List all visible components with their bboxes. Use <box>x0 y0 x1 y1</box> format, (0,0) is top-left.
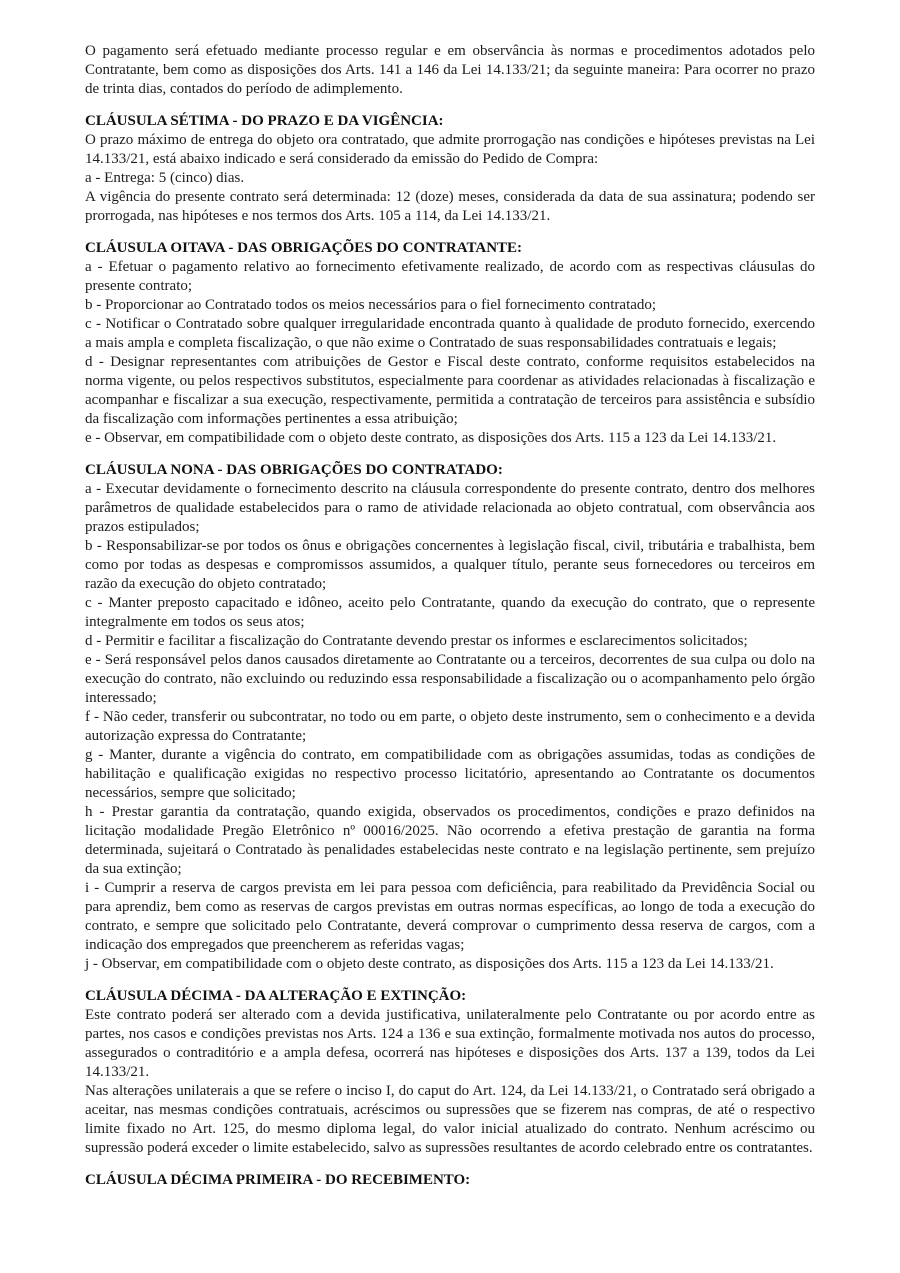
clause-section-decima-primeira <box>85 1171 815 1190</box>
paragraph: j - Observar, em compatibilidade com o objeto deste contrato, as disposições dos Arts. 115 a 123 da Lei 14.133/21. <box>85 956 774 972</box>
clause-section-oitava <box>85 239 815 448</box>
paragraph: g - Manter, durante a vigência do contrato, em compatibilidade com as obrigações assumidas, todas as condições de habilitação e qualificação exigidas no respectivo processo licitatório, apresentando ao Contratante os documentos necessários, sempre que solicitado; <box>85 747 815 801</box>
paragraph: d - Permitir e facilitar a fiscalização do Contratante devendo prestar os informes e esclarecimentos solicitados; <box>85 633 748 649</box>
paragraph: Nas alterações unilaterais a que se refere o inciso I, do caput do Art. 124, da Lei 14.133/21, o Contratado será obrigado a aceitar, nas mesmas condições contratuais, acréscimos ou supressões que se fizerem nas compras, de até o respectivo limite fixado no Art. 125, do mesmo diploma legal, do valor inicial atualizado do contrato. Nenhum acréscimo ou supressão poderá exceder o limite estabelecido, salvo as supressões resultantes de acordo celebrado entre os contratantes. <box>85 1083 815 1156</box>
clause-section-setima <box>85 112 815 226</box>
paragraph: a - Efetuar o pagamento relativo ao fornecimento efetivamente realizado, de acordo com as respectivas cláusulas do presente contrato; <box>85 259 815 294</box>
clause-section-nona <box>85 461 815 974</box>
paragraph: e - Será responsável pelos danos causados diretamente ao Contratante ou a terceiros, decorrentes de sua culpa ou dolo na execução do contrato, não excluindo ou reduzindo essa responsabilidade a fiscalização ou o acompanhamento pelo órgão interessado; <box>85 652 815 706</box>
paragraph: c - Manter preposto capacitado e idôneo, aceito pelo Contratante, quando da execução do contrato, que o represente integralmente em todos os seus atos; <box>85 595 815 630</box>
paragraph: i - Cumprir a reserva de cargos prevista em lei para pessoa com deficiência, para reabilitado da Previdência Social ou para aprendiz, bem como as reservas de cargos previstas em outras normas específicas, ao longo de toda a execução do contrato, e sempre que solicitado pelo Contratante, deverá comprovar o cumprimento dessa reserva de cargos, com a indicação dos empregados que preencherem as referidas vagas; <box>85 880 815 953</box>
paragraph: a - Entrega: 5 (cinco) dias. <box>85 170 245 186</box>
paragraph: d - Designar representantes com atribuições de Gestor e Fiscal deste contrato, conforme requisitos estabelecidos na norma vigente, ou pelos respectivos substitutos, especialmente para coordenar as atividades relacionadas à fiscalização e acompanhar e fiscalizar a sua execução, respectivamente, permitida a contratação de terceiros para assistência e subsídio da fiscalização com informações pertinentes a essa atribuição; <box>85 354 815 427</box>
paragraph: b - Proporcionar ao Contratado todos os meios necessários para o fiel fornecimento contratado; <box>85 297 657 313</box>
clause-section-decima <box>85 987 815 1158</box>
clause-heading: CLÁUSULA DÉCIMA - DA ALTERAÇÃO E EXTINÇÃO: <box>85 988 467 1004</box>
clause-heading: CLÁUSULA DÉCIMA PRIMEIRA - DO RECEBIMENTO: <box>85 1172 471 1188</box>
paragraph: h - Prestar garantia da contratação, quando exigida, observados os procedimentos, condições e prazo definidos na licitação modalidade Pregão Eletrônico nº 00016/2025. Não ocorrendo a efetiva prestação de garantia na forma determinada, sujeitará o Contratado às penalidades estabelecidas neste contrato e na legislação pertinente, sem prejuízo da sua extinção; <box>85 804 815 877</box>
clause-heading: CLÁUSULA NONA - DAS OBRIGAÇÕES DO CONTRATADO: <box>85 462 503 478</box>
paragraph: a - Executar devidamente o fornecimento descrito na cláusula correspondente do presente contrato, dentro dos melhores parâmetros de qualidade estabelecidos para o ramo de atividade relacionada ao objeto contratual, com observância aos prazos estipulados; <box>85 481 815 535</box>
paragraph: f - Não ceder, transferir ou subcontratar, no todo ou em parte, o objeto deste instrumento, sem o conhecimento e a devida autorização expressa do Contratante; <box>85 709 815 744</box>
paragraph: b - Responsabilizar-se por todos os ônus e obrigações concernentes à legislação fiscal, civil, tributária e trabalhista, bem como por todas as despesas e compromissos assumidos, a qualquer título, perante seus fornecedores ou terceiros em razão da execução do objeto contratado; <box>85 538 815 592</box>
payment-intro-paragraph: O pagamento será efetuado mediante processo regular e em observância às normas e procedimentos adotados pelo Contratante, bem como as disposições dos Arts. 141 a 146 da Lei 14.133/21; da seguinte maneira: Para ocorrer no prazo de trinta dias, contados do período de adimplemento. <box>85 43 815 97</box>
paragraph: e - Observar, em compatibilidade com o objeto deste contrato, as disposições dos Arts. 115 a 123 da Lei 14.133/21. <box>85 430 777 446</box>
clause-heading: CLÁUSULA OITAVA - DAS OBRIGAÇÕES DO CONTRATANTE: <box>85 240 523 256</box>
clause-heading: CLÁUSULA SÉTIMA - DO PRAZO E DA VIGÊNCIA: <box>85 113 444 129</box>
paragraph: O prazo máximo de entrega do objeto ora contratado, que admite prorrogação nas condições e hipóteses previstas na Lei 14.133/21, está abaixo indicado e será considerado da emissão do Pedido de Compra: <box>85 132 815 167</box>
paragraph: A vigência do presente contrato será determinada: 12 (doze) meses, considerada da data de sua assinatura; podendo ser prorrogada, nas hipóteses e nos termos dos Arts. 105 a 114, da Lei 14.133/21. <box>85 189 815 224</box>
paragraph: Este contrato poderá ser alterado com a devida justificativa, unilateralmente pelo Contratante ou por acordo entre as partes, nos casos e condições previstas nos Arts. 124 a 136 e sua extinção, formalmente motivada nos autos do processo, assegurados o contraditório e a ampla defesa, ocorrerá nas hipóteses e disposições dos Arts. 137 a 139, todos da Lei 14.133/21. <box>85 1007 815 1080</box>
paragraph: c - Notificar o Contratado sobre qualquer irregularidade encontrada quanto à qualidade de produto fornecido, exercendo a mais ampla e completa fiscalização, o que não exime o Contratado de suas responsabilidades contratuais e legais; <box>85 316 815 351</box>
